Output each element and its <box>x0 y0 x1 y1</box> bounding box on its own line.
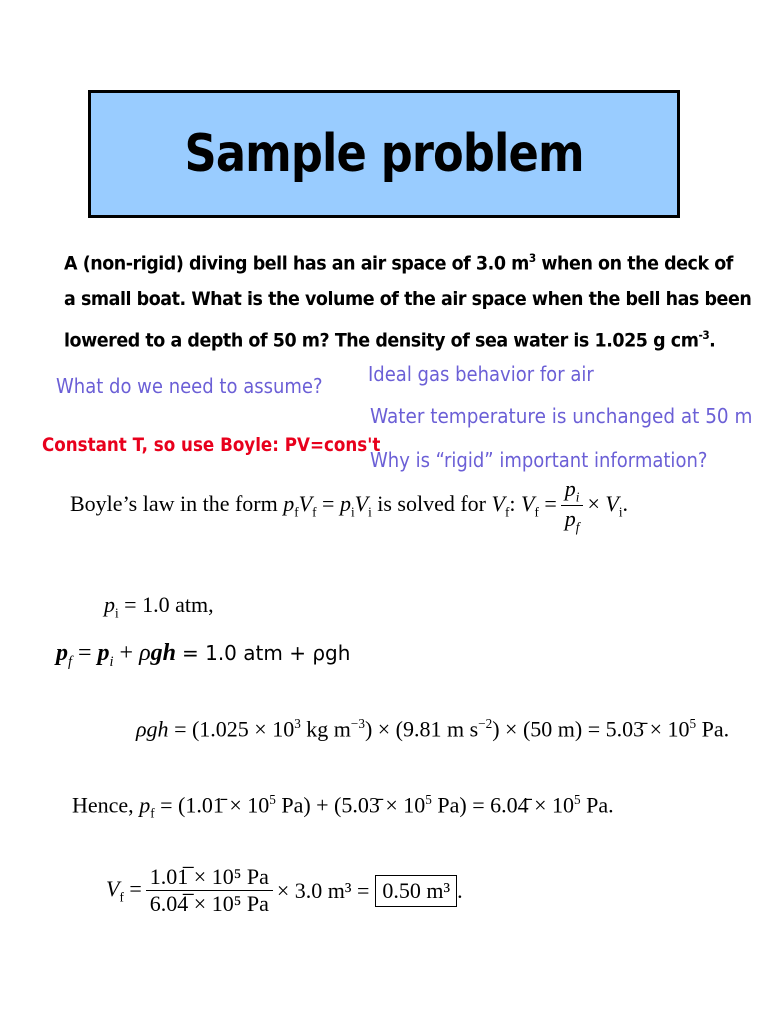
problem-line-2: a small boat. What is the volume of the air space when the bell has been <box>64 288 752 311</box>
assume-question: What do we need to assume? <box>56 374 323 398</box>
problem-statement <box>64 240 752 359</box>
boyle-law-text: Boyle’s law in the form $p_fV_f = p_iV_i$ is solved for $V_f$: $V_f$ = <box>70 491 557 520</box>
constant-t-note: Constant T, so use Boyle: PV=cons't <box>42 434 381 456</box>
vf-numerator: 1.01̅ × 10⁵ Pa <box>146 864 273 891</box>
answer-water-temperature: Water temperature is unchanged at 50 m <box>370 404 753 428</box>
problem-line-1: A (non-rigid) diving bell has an air space of 3.0 $m^3$ when on the deck of <box>64 251 733 275</box>
final-answer-box: 0.50 m³ <box>375 875 457 907</box>
pf-equation: $p_f = p_i + \rho gh = 1.0$ atm + ρgh <box>56 640 351 670</box>
vf-fraction <box>146 864 273 917</box>
hence-equation: Hence, $p_f$ = (1.01̄ × $10^5$ Pa) + (5.03̄ × $10^5$ Pa) = 6.04̄ × $10^5$ Pa. <box>72 792 614 821</box>
pi-over-pf-fraction: $\frac{p_i}{p_f}$ <box>561 476 584 536</box>
vf-denominator: 6.04̅ × 10⁵ Pa <box>149 891 269 916</box>
rho-gh-equation: $\rho gh = (1.025 \times 10^3$ kg $m^{-3}) \times (9.81$ m $s^{-2}) \times (50$ m) = 5.03̄ × $10^5$ Pa. <box>136 716 730 742</box>
problem-line-3: lowered to a depth of 50 m? The density of sea water is 1.025 g $cm^{-3}$. <box>64 328 716 352</box>
vf-times: × 3.0 m³ = <box>276 877 370 903</box>
title-box <box>88 90 680 218</box>
answer-ideal-gas: Ideal gas behavior for air <box>368 362 594 386</box>
boyle-law-line: Boyle’s law in the form $p_fV_f = p_iV_i$ is solved for $V_f$: $V_f$ = $\frac{p_i}{p_f}$ × $V_i$. <box>70 476 628 535</box>
page-title: Sample problem <box>184 124 584 184</box>
vf-final-equation: $V_f$ = $\frac{\text{1.01̅ × 10⁵ Pa}}{\text{6.04̅ × 10⁵ Pa}}$ × 3.0 m³ = 0.50 m³ . <box>106 864 463 916</box>
pi-equation: $p_i = 1.0$ atm, <box>104 592 214 621</box>
rigid-question: Why is “rigid” important information? <box>370 448 708 472</box>
